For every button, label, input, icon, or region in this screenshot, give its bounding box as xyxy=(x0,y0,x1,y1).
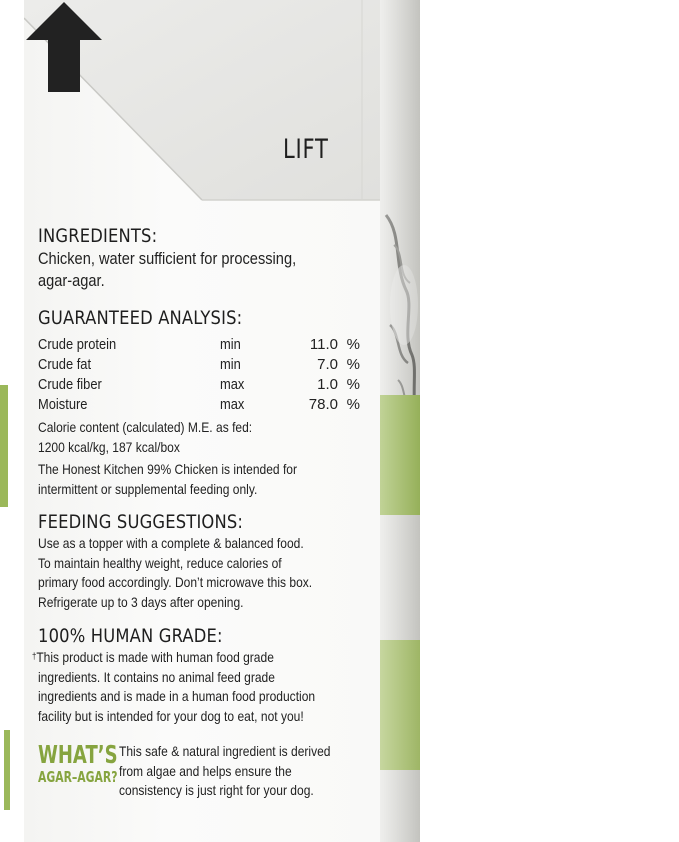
feeding-section xyxy=(38,510,357,612)
nutrient-name: Crude fat xyxy=(38,355,92,373)
nutrient-unit: % xyxy=(346,375,360,393)
agar-line-1: This safe & natural ingredient is derived xyxy=(119,743,331,759)
feeding-line-1: Use as a topper with a complete & balanced food. xyxy=(38,535,304,551)
analysis-heading: GUARANTEED ANALYSIS: xyxy=(38,307,243,329)
table-row xyxy=(38,354,360,374)
calorie-line-2: 1200 kcal/kg, 187 kcal/box xyxy=(38,438,180,455)
human-grade-section xyxy=(32,624,360,726)
nutrient-value: 78.0 xyxy=(308,395,338,413)
box-edge-stripe-left-2 xyxy=(4,730,10,810)
lift-label: LIFT xyxy=(283,134,329,165)
human-grade-heading: 100% HUMAN GRADE: xyxy=(38,625,223,647)
human-grade-line-3: ingredients and is made in a human food production xyxy=(38,688,316,704)
nutrient-unit: % xyxy=(346,335,360,353)
side-shadow xyxy=(380,0,420,842)
human-grade-line-1: This product is made with human food grade xyxy=(36,649,274,665)
top-flap[interactable] xyxy=(24,0,380,202)
nutrient-value: 1.0 xyxy=(317,375,338,393)
nutrient-name: Moisture xyxy=(38,395,88,413)
table-row xyxy=(38,334,360,354)
agar-description xyxy=(119,742,374,801)
nutrient-unit: % xyxy=(346,395,360,413)
ingredients-line-2: agar-agar. xyxy=(38,271,105,290)
human-grade-line-4: facility but is intended for your dog to eat, not you! xyxy=(38,707,304,724)
feeding-heading: FEEDING SUGGESTIONS: xyxy=(38,511,244,533)
calorie-line-1: Calorie content (calculated) M.E. as fed: xyxy=(38,419,253,435)
human-grade-line-2: ingredients. It contains no animal feed grade xyxy=(38,668,275,685)
nutrient-qualifier: min xyxy=(220,335,241,353)
feeding-line-2: To maintain healthy weight, reduce calories of xyxy=(38,554,282,571)
nutrient-value: 11.0 xyxy=(309,335,338,353)
feeding-line-4: Refrigerate up to 3 days after opening. xyxy=(38,593,244,610)
guaranteed-analysis-section xyxy=(38,306,360,499)
box-edge-stripe-left-1 xyxy=(0,385,8,507)
nutrient-value: 7.0 xyxy=(317,355,338,373)
table-row xyxy=(38,394,360,414)
up-arrow-icon xyxy=(24,0,104,94)
table-row xyxy=(38,374,360,394)
feeding-line-3: primary food accordingly. Don’t microwave this box. xyxy=(38,574,313,590)
nutrient-unit: % xyxy=(346,355,360,373)
intended-line-1: The Honest Kitchen 99% Chicken is intended for xyxy=(38,461,298,477)
agar-line-3: consistency is just right for your dog. xyxy=(119,782,314,798)
nutrient-qualifier: max xyxy=(220,375,245,393)
analysis-table xyxy=(38,334,360,414)
ingredients-section xyxy=(38,224,338,292)
dagger-mark: † xyxy=(32,651,37,661)
agar-title-line-2: AGAR–AGAR? xyxy=(38,768,118,786)
nutrient-qualifier: max xyxy=(220,395,245,413)
agar-line-2: from algae and helps ensure the xyxy=(119,762,292,779)
ingredients-line-1: Chicken, water sufficient for processing, xyxy=(38,249,297,268)
nutrient-name: Crude protein xyxy=(38,335,117,353)
nutrient-qualifier: min xyxy=(220,355,241,373)
nutrient-name: Crude fiber xyxy=(38,375,102,393)
agar-title-line-1: WHAT’S xyxy=(38,740,118,769)
box-side-panel xyxy=(380,0,420,842)
ingredients-heading: INGREDIENTS: xyxy=(38,225,158,247)
intended-line-2: intermittent or supplemental feeding only. xyxy=(38,480,258,497)
